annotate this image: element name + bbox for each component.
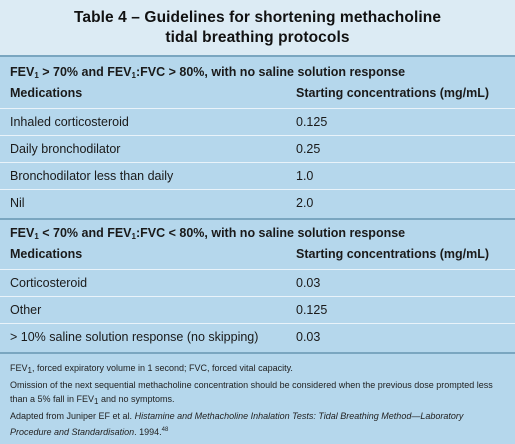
section-2-condition: $FEV_1 < 70\%$ and $FEV_1:FVC < 80\%$, with no saline solution response (10, 226, 406, 241)
section-2 (0, 220, 515, 350)
section-1-condition: $FEV_1 > 70\%$ and $FEV_1:FVC > 80\%$, with no saline solution response (10, 65, 406, 80)
medication-cell: Bronchodilator less than daily (10, 169, 174, 183)
medication-cell: Inhaled corticosteroid (10, 115, 129, 129)
column-header-medications: Medications (10, 86, 83, 100)
medication-cell: Other (10, 303, 42, 317)
medication-cell: Nil (10, 196, 25, 210)
column-header-starting-concentrations: Starting concentrations (mg/mL) (296, 247, 490, 261)
table-title (0, 0, 515, 57)
table-row (0, 108, 515, 135)
footnote-source: Adapted from Juniper EF et al. Histamine and Methacholine Inhalation Tests: Tidal Breathing Method—Laboratory Procedure and Standardisation. 1994.48 (10, 411, 464, 437)
table-footnotes (0, 354, 515, 439)
table-title-line-2: tidal breathing protocols (165, 28, 350, 46)
section-1-column-headers (0, 84, 515, 108)
footnote-abbreviations: $FEV_1$, forced expiratory volume in 1 second; FVC, forced vital capacity. (10, 363, 293, 375)
column-header-medications: Medications (10, 247, 83, 261)
table-row (0, 162, 515, 189)
medication-cell: Daily bronchodilator (10, 142, 121, 156)
concentration-cell: 0.125 (296, 303, 328, 317)
table-row (0, 189, 515, 216)
medication-cell: > 10% saline solution response (no skipping) (10, 330, 259, 344)
section-1 (0, 57, 515, 216)
medication-cell: Corticosteroid (10, 276, 88, 290)
column-header-starting-concentrations: Starting concentrations (mg/mL) (296, 86, 490, 100)
table-row (0, 323, 515, 350)
concentration-cell: 0.125 (296, 115, 328, 129)
footnote-omission: Omission of the next sequential methacholine concentration should be considered when the previous dose prompted less than a 5% fall in $FEV_1$ and no symptoms. (10, 380, 493, 406)
table-row (0, 296, 515, 323)
concentration-cell: 1.0 (296, 169, 314, 183)
concentration-cell: 0.25 (296, 142, 321, 156)
table-title-line-1: Table 4 – Guidelines for shortening methacholine (73, 8, 442, 26)
concentration-cell: 2.0 (296, 196, 314, 210)
table-row (0, 269, 515, 296)
concentration-cell: 0.03 (296, 276, 321, 290)
concentration-cell: 0.03 (296, 330, 321, 344)
section-2-column-headers (0, 245, 515, 269)
table-row (0, 135, 515, 162)
